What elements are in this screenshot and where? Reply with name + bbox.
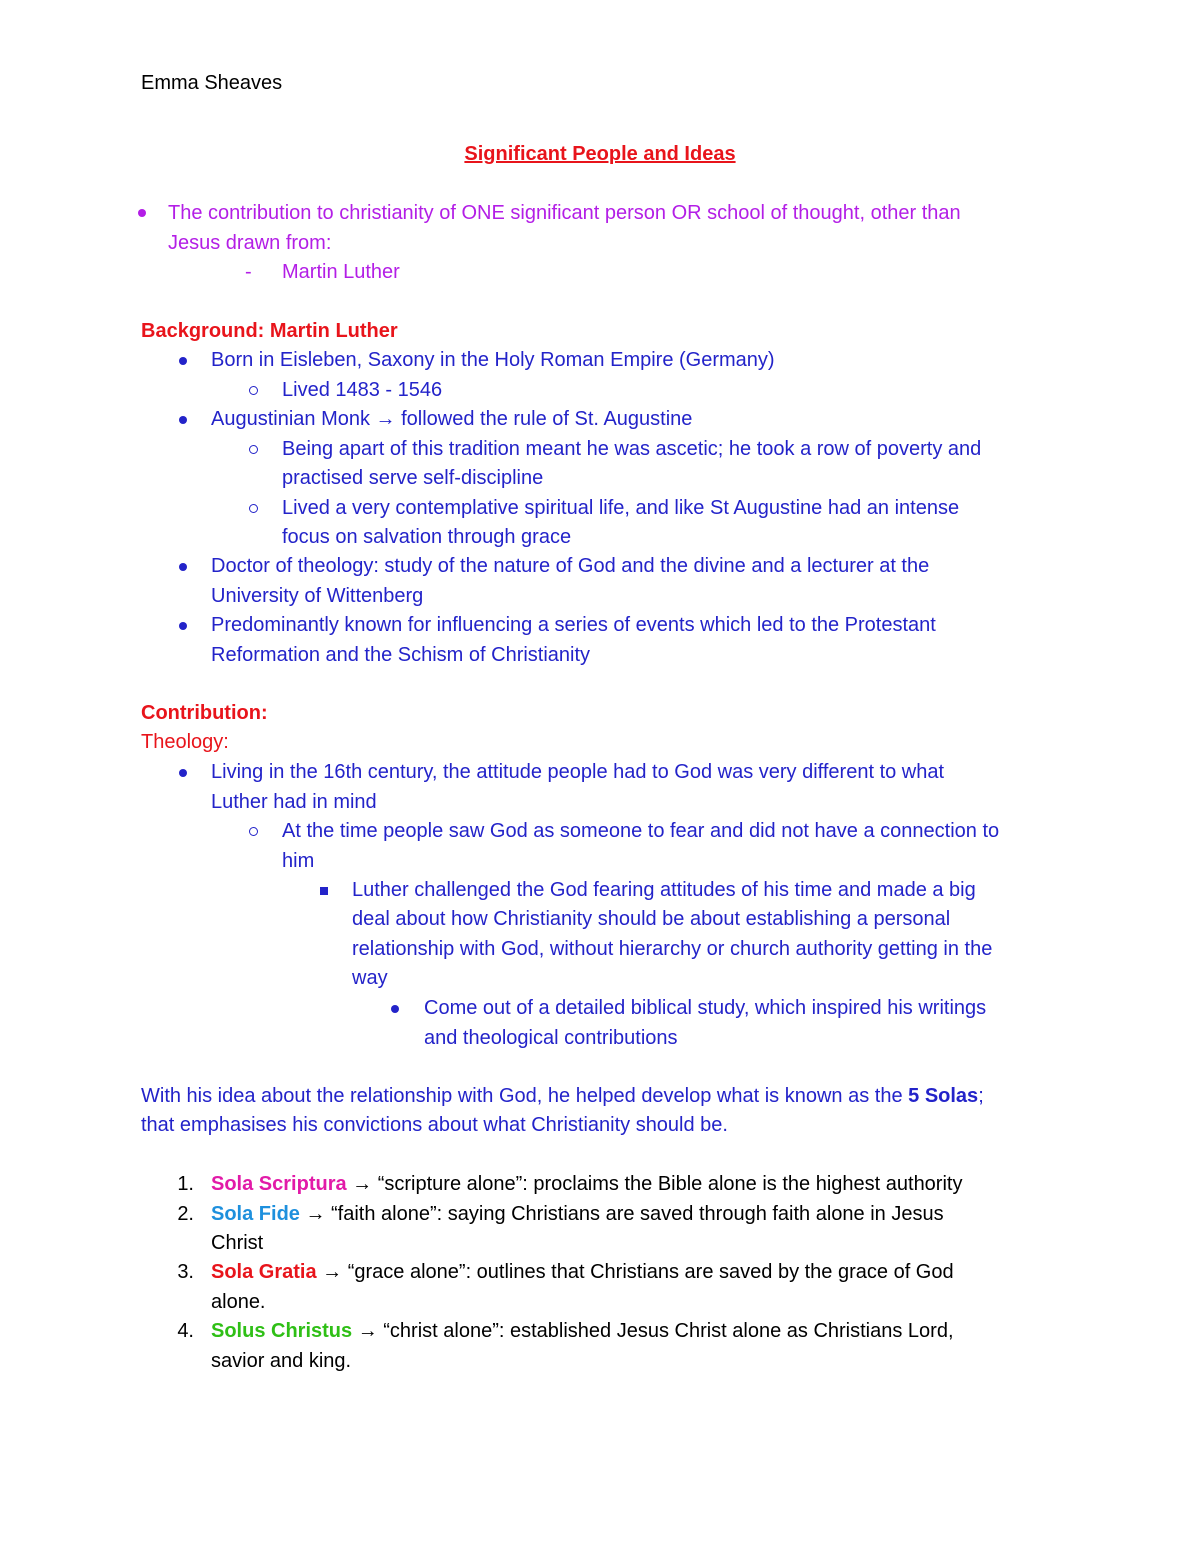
sola-item-3-line-2: alone. — [211, 1291, 266, 1313]
list-number: 4. — [177, 1320, 194, 1342]
sola-text: → “scripture alone”: proclaims the Bible alone is the highest authority — [346, 1173, 963, 1195]
background-bullet-4-line-2: Reformation and the Schism of Christianity — [211, 644, 591, 666]
contribution-bullet-1-line-1: Living in the 16th century, the attitude people had to God was very different to what — [211, 761, 945, 783]
list-number: 1. — [177, 1173, 194, 1195]
background-bullet-3-line-1: Doctor of theology: study of the nature of God and the divine and a lecturer at the — [211, 555, 930, 577]
contribution-square-line-3: relationship with God, without hierarchy or church authority getting in the — [352, 938, 993, 960]
author-name: Emma Sheaves — [141, 72, 283, 94]
solas-intro-line-1 — [141, 1081, 984, 1111]
background-bullet-3-line-2: University of Wittenberg — [211, 585, 424, 607]
background-sub-2a-line-2: practised serve self-discipline — [282, 467, 544, 489]
sola-name: Sola Gratia — [211, 1261, 317, 1283]
bullet-icon — [179, 357, 187, 365]
background-sub-2a-line-1: Being apart of this tradition meant he was ascetic; he took a row of poverty and — [282, 438, 982, 460]
contribution-sub-line-2: him — [282, 850, 315, 872]
bullet-icon — [138, 209, 146, 217]
background-sub-1: Lived 1483 - 1546 — [282, 379, 443, 401]
contribution-sub-line-1: At the time people saw God as someone to fear and did not have a connection to — [282, 820, 1000, 842]
contribution-subheading: Theology: — [141, 731, 229, 753]
square-bullet-icon — [320, 887, 328, 895]
solas-intro-text: With his idea about the relationship with God, he helped develop what is known as the — [141, 1085, 909, 1107]
background-bullet-2: Augustinian Monk → followed the rule of St. Augustine — [211, 408, 693, 430]
sola-name: Sola Fide — [211, 1203, 300, 1225]
bullet-icon — [179, 622, 187, 630]
background-sub-2b-line-2: focus on salvation through grace — [282, 526, 572, 548]
sola-item-3 — [211, 1257, 954, 1287]
sola-name: Sola Scriptura — [211, 1173, 347, 1195]
background-bullet-1: Born in Eisleben, Saxony in the Holy Roman Empire (Germany) — [211, 349, 775, 371]
bullet-icon — [179, 416, 187, 424]
circle-bullet-icon — [249, 445, 258, 454]
intro-line-1: The contribution to christianity of ONE significant person OR school of thought, other than — [168, 202, 961, 224]
contribution-square-line-2: deal about how Christianity should be about establishing a personal — [352, 908, 951, 930]
sola-name: Solus Christus — [211, 1320, 353, 1342]
sola-text: → “grace alone”: outlines that Christians are saved by the grace of God — [316, 1261, 954, 1283]
contribution-dot-line-1: Come out of a detailed biblical study, which inspired his writings — [424, 997, 987, 1019]
intro-dash-item: Martin Luther — [282, 261, 400, 283]
sola-item-4 — [211, 1316, 954, 1346]
background-sub-2b-line-1: Lived a very contemplative spiritual life, and like St Augustine had an intense — [282, 497, 960, 519]
sola-text: → “faith alone”: saying Christians are saved through faith alone in Jesus — [299, 1203, 944, 1225]
dash-bullet-icon: - — [245, 261, 252, 283]
contribution-square-line-4: way — [352, 967, 388, 989]
circle-bullet-icon — [249, 827, 258, 836]
contribution-heading: Contribution: — [141, 702, 268, 724]
contribution-square-line-1: Luther challenged the God fearing attitudes of his time and made a big — [352, 879, 976, 901]
bullet-icon — [179, 769, 187, 777]
background-bullet-4-line-1: Predominantly known for influencing a series of events which led to the Protestant — [211, 614, 936, 636]
sola-item-1 — [211, 1169, 962, 1199]
document-title: Significant People and Ideas — [464, 143, 736, 165]
contribution-dot-line-2: and theological contributions — [424, 1027, 678, 1049]
circle-bullet-icon — [249, 386, 258, 395]
contribution-bullet-1-line-2: Luther had in mind — [211, 791, 377, 813]
intro-line-2: Jesus drawn from: — [168, 232, 332, 254]
bullet-icon — [179, 563, 187, 571]
list-number: 2. — [177, 1203, 194, 1225]
circle-bullet-icon — [249, 504, 258, 513]
sola-item-2-line-2: Christ — [211, 1232, 264, 1254]
bullet-icon — [391, 1005, 399, 1013]
sola-text: → “christ alone”: established Jesus Christ alone as Christians Lord, — [352, 1320, 954, 1342]
solas-intro-punct: ; — [978, 1085, 984, 1107]
sola-item-4-line-2: savior and king. — [211, 1350, 352, 1372]
solas-intro-bold: 5 Solas — [908, 1085, 979, 1107]
solas-intro-line-2: that emphasises his convictions about what Christianity should be. — [141, 1114, 728, 1136]
list-number: 3. — [177, 1261, 194, 1283]
sola-item-2 — [211, 1199, 944, 1229]
background-heading: Background: Martin Luther — [141, 320, 398, 342]
